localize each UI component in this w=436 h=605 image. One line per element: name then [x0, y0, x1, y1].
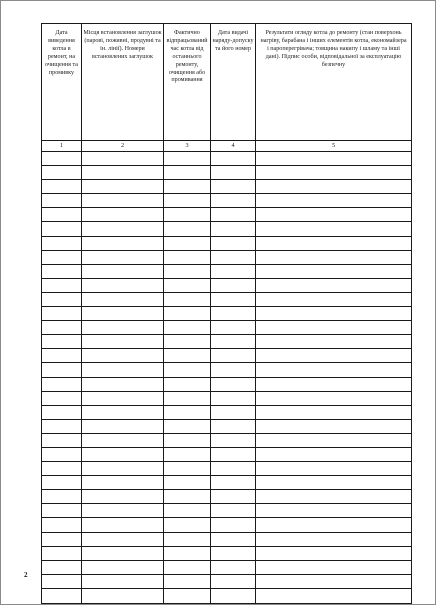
- table-row: [42, 560, 412, 574]
- table-cell[interactable]: [256, 433, 412, 447]
- table-cell[interactable]: [211, 377, 256, 391]
- table-cell[interactable]: [211, 321, 256, 335]
- table-cell[interactable]: [42, 574, 82, 588]
- header-text: Фактично відпрацьований час котла від останнього ремонту, очищення або промивання: [166, 30, 208, 84]
- table-cell[interactable]: [256, 447, 412, 461]
- table-cell[interactable]: [164, 490, 211, 504]
- table-cell[interactable]: [42, 180, 82, 194]
- table-cell[interactable]: [256, 518, 412, 532]
- table-cell[interactable]: [164, 574, 211, 588]
- table-row: [42, 518, 412, 532]
- table-cell[interactable]: [42, 194, 82, 208]
- table-cell[interactable]: [164, 180, 211, 194]
- table-row: [42, 278, 412, 292]
- table-cell[interactable]: [82, 560, 164, 574]
- table-cell[interactable]: [256, 335, 412, 349]
- table-cell[interactable]: [256, 307, 412, 321]
- table-cell[interactable]: [164, 476, 211, 490]
- table-row: [42, 349, 412, 363]
- table-cell[interactable]: [82, 278, 164, 292]
- table-cell[interactable]: [82, 532, 164, 546]
- table-cell[interactable]: [256, 560, 412, 574]
- table-cell[interactable]: [164, 363, 211, 377]
- table-cell[interactable]: [164, 391, 211, 405]
- repair-inspection-table: [41, 23, 412, 604]
- table-cell[interactable]: [164, 222, 211, 236]
- table-cell[interactable]: [164, 152, 211, 166]
- table-cell[interactable]: [164, 335, 211, 349]
- table-cell[interactable]: [42, 462, 82, 476]
- table-cell[interactable]: [211, 236, 256, 250]
- table-row: [42, 476, 412, 490]
- table-cell[interactable]: [82, 250, 164, 264]
- table-row: [42, 321, 412, 335]
- table-cell[interactable]: [164, 250, 211, 264]
- table-cell[interactable]: [82, 307, 164, 321]
- table-cell[interactable]: [82, 335, 164, 349]
- table-cell[interactable]: [82, 152, 164, 166]
- table-cell[interactable]: [42, 532, 82, 546]
- table-cell[interactable]: [164, 560, 211, 574]
- table-cell[interactable]: [82, 321, 164, 335]
- table-cell[interactable]: [82, 363, 164, 377]
- table-cell[interactable]: [82, 462, 164, 476]
- table-cell[interactable]: [256, 363, 412, 377]
- table-cell[interactable]: [211, 307, 256, 321]
- table-row: [42, 307, 412, 321]
- table-cell[interactable]: [211, 462, 256, 476]
- column-number: 1: [59, 142, 64, 149]
- table-cell[interactable]: [164, 236, 211, 250]
- table-row: [42, 419, 412, 433]
- table-row: [42, 335, 412, 349]
- table-cell[interactable]: [211, 194, 256, 208]
- table-cell[interactable]: [211, 419, 256, 433]
- header-row: [42, 24, 412, 141]
- table-cell[interactable]: [82, 349, 164, 363]
- table-cell[interactable]: [164, 278, 211, 292]
- table-cell[interactable]: [211, 166, 256, 180]
- column-number: 2: [120, 142, 125, 149]
- table-row: [42, 447, 412, 461]
- table-cell[interactable]: [211, 447, 256, 461]
- table-cell[interactable]: [256, 588, 412, 603]
- table-cell[interactable]: [42, 504, 82, 518]
- table-cell[interactable]: [211, 335, 256, 349]
- table-row: [42, 588, 412, 603]
- table-cell[interactable]: [256, 377, 412, 391]
- table-cell[interactable]: [256, 574, 412, 588]
- table-cell[interactable]: [82, 236, 164, 250]
- table-row: [42, 180, 412, 194]
- table-cell[interactable]: [42, 419, 82, 433]
- table-cell[interactable]: [82, 405, 164, 419]
- table-row: [42, 391, 412, 405]
- table-cell[interactable]: [42, 278, 82, 292]
- table-cell[interactable]: [211, 278, 256, 292]
- table-cell[interactable]: [42, 433, 82, 447]
- table-cell[interactable]: [164, 447, 211, 461]
- table-cell[interactable]: [82, 222, 164, 236]
- table-cell[interactable]: [42, 518, 82, 532]
- table-cell[interactable]: [82, 166, 164, 180]
- table-cell[interactable]: [211, 588, 256, 603]
- table-cell[interactable]: [211, 405, 256, 419]
- table-cell[interactable]: [82, 504, 164, 518]
- table-cell[interactable]: [42, 264, 82, 278]
- table-cell[interactable]: [164, 462, 211, 476]
- column-number-cell: [42, 141, 82, 152]
- column-number-cell: [164, 141, 211, 152]
- table-cell[interactable]: [42, 560, 82, 574]
- table-cell[interactable]: [42, 335, 82, 349]
- table-cell[interactable]: [164, 588, 211, 603]
- table-cell[interactable]: [42, 292, 82, 306]
- table-cell[interactable]: [82, 180, 164, 194]
- table-cell[interactable]: [211, 264, 256, 278]
- table-cell[interactable]: [256, 180, 412, 194]
- table-cell[interactable]: [42, 546, 82, 560]
- column-number-cell: [211, 141, 256, 152]
- header-cell-date-shutdown: [42, 24, 82, 141]
- table-cell[interactable]: [211, 476, 256, 490]
- table-cell[interactable]: [256, 321, 412, 335]
- table-cell[interactable]: [211, 532, 256, 546]
- table-cell[interactable]: [256, 462, 412, 476]
- table-cell[interactable]: [164, 532, 211, 546]
- table-cell[interactable]: [256, 166, 412, 180]
- table-cell[interactable]: [164, 518, 211, 532]
- table-cell[interactable]: [82, 419, 164, 433]
- table-cell[interactable]: [211, 546, 256, 560]
- table-cell[interactable]: [211, 152, 256, 166]
- table-cell[interactable]: [164, 405, 211, 419]
- table-cell[interactable]: [42, 447, 82, 461]
- table-cell[interactable]: [256, 278, 412, 292]
- table-cell[interactable]: [256, 405, 412, 419]
- table-row: [42, 363, 412, 377]
- table-cell[interactable]: [82, 546, 164, 560]
- header-text: Дата виведення котла в ремонт, на очищення та промивку: [45, 30, 78, 76]
- table-cell[interactable]: [256, 476, 412, 490]
- table-row: [42, 405, 412, 419]
- table-cell[interactable]: [82, 194, 164, 208]
- table-cell[interactable]: [164, 292, 211, 306]
- header-cell-permit-date: [211, 24, 256, 141]
- table-cell[interactable]: [164, 307, 211, 321]
- table-row: [42, 264, 412, 278]
- table-cell[interactable]: [211, 490, 256, 504]
- table-cell[interactable]: [82, 208, 164, 222]
- table-cell[interactable]: [211, 222, 256, 236]
- table-row: [42, 222, 412, 236]
- table-cell[interactable]: [256, 236, 412, 250]
- table-row: [42, 166, 412, 180]
- table-row: [42, 377, 412, 391]
- table-cell[interactable]: [82, 433, 164, 447]
- table-cell[interactable]: [42, 391, 82, 405]
- table-cell[interactable]: [82, 447, 164, 461]
- table-cell[interactable]: [256, 152, 412, 166]
- table-row: [42, 236, 412, 250]
- table-cell[interactable]: [256, 490, 412, 504]
- table-cell[interactable]: [211, 504, 256, 518]
- table-cell[interactable]: [256, 264, 412, 278]
- table-cell[interactable]: [256, 546, 412, 560]
- column-number-cell: [82, 141, 164, 152]
- header-text: Місця встановлення заглушок (парові, поживні, продувні та ін. лінії). Номери встановлених заглушок: [83, 30, 162, 60]
- table-cell[interactable]: [82, 476, 164, 490]
- table-row: [42, 462, 412, 476]
- table-cell[interactable]: [42, 405, 82, 419]
- table-cell[interactable]: [211, 433, 256, 447]
- table-cell[interactable]: [42, 349, 82, 363]
- table-cell[interactable]: [211, 208, 256, 222]
- table-cell[interactable]: [164, 208, 211, 222]
- table-cell[interactable]: [164, 194, 211, 208]
- table-row: [42, 490, 412, 504]
- page-number: 2: [24, 571, 28, 579]
- table-row: [42, 194, 412, 208]
- table-cell[interactable]: [256, 504, 412, 518]
- table-row: [42, 152, 412, 166]
- table-cell[interactable]: [164, 377, 211, 391]
- table-cell[interactable]: [42, 236, 82, 250]
- table-cell[interactable]: [211, 560, 256, 574]
- table-cell[interactable]: [42, 490, 82, 504]
- table-cell[interactable]: [211, 574, 256, 588]
- header-cell-inspection-results: [256, 24, 412, 141]
- table-cell[interactable]: [82, 292, 164, 306]
- table-cell[interactable]: [164, 166, 211, 180]
- header-text: Дата видачі наряду-допуску та його номер: [212, 30, 254, 52]
- table-cell[interactable]: [82, 518, 164, 532]
- column-number: 4: [231, 142, 235, 149]
- table-cell[interactable]: [256, 292, 412, 306]
- table-cell[interactable]: [82, 264, 164, 278]
- table-cell[interactable]: [82, 377, 164, 391]
- table-cell[interactable]: [164, 504, 211, 518]
- table-cell[interactable]: [164, 264, 211, 278]
- header-text: Результати огляду котла до ремонту (стан поверхонь нагріву, барабана і інших елементів котла, економайзера і пароперегрівача; товщина накипу і шламу та інші дані). Підпис особи, відповідальної за експлуатацію безпечну: [260, 30, 407, 68]
- column-number-row: [42, 141, 412, 152]
- table-cell[interactable]: [42, 321, 82, 335]
- table-cell[interactable]: [42, 250, 82, 264]
- table-cell[interactable]: [164, 349, 211, 363]
- column-number-cell: [256, 141, 412, 152]
- table-row: [42, 504, 412, 518]
- table-cell[interactable]: [256, 208, 412, 222]
- table-row: [42, 208, 412, 222]
- table-cell[interactable]: [211, 391, 256, 405]
- table-cell[interactable]: [164, 546, 211, 560]
- table-cell[interactable]: [211, 518, 256, 532]
- table-cell[interactable]: [42, 307, 82, 321]
- table-cell[interactable]: [211, 349, 256, 363]
- table-cell[interactable]: [256, 250, 412, 264]
- header-cell-operating-time: [164, 24, 211, 141]
- table-cell[interactable]: [82, 391, 164, 405]
- table-row: [42, 574, 412, 588]
- table-cell[interactable]: [256, 532, 412, 546]
- table-cell[interactable]: [82, 588, 164, 603]
- table-cell[interactable]: [42, 588, 82, 603]
- table-cell[interactable]: [211, 180, 256, 194]
- table-cell[interactable]: [42, 222, 82, 236]
- table-cell[interactable]: [164, 433, 211, 447]
- table-cell[interactable]: [256, 222, 412, 236]
- table-cell[interactable]: [256, 419, 412, 433]
- table-row: [42, 292, 412, 306]
- table-row: [42, 532, 412, 546]
- table-cell[interactable]: [211, 250, 256, 264]
- ledger-body: [42, 152, 412, 604]
- table-cell[interactable]: [42, 476, 82, 490]
- table-cell[interactable]: [82, 574, 164, 588]
- table-cell[interactable]: [82, 490, 164, 504]
- table-row: [42, 546, 412, 560]
- table-cell[interactable]: [42, 152, 82, 166]
- table-cell[interactable]: [256, 349, 412, 363]
- header-cell-plug-locations: [82, 24, 164, 141]
- column-number: 5: [331, 142, 336, 149]
- table-cell[interactable]: [211, 363, 256, 377]
- table-cell[interactable]: [42, 166, 82, 180]
- table-cell[interactable]: [164, 419, 211, 433]
- table-cell[interactable]: [42, 363, 82, 377]
- column-number: 3: [185, 142, 189, 149]
- table-cell[interactable]: [42, 208, 82, 222]
- table-cell[interactable]: [211, 292, 256, 306]
- table-cell[interactable]: [256, 391, 412, 405]
- table-cell[interactable]: [256, 194, 412, 208]
- table-cell[interactable]: [164, 321, 211, 335]
- table-cell[interactable]: [42, 377, 82, 391]
- table-row: [42, 250, 412, 264]
- table-row: [42, 433, 412, 447]
